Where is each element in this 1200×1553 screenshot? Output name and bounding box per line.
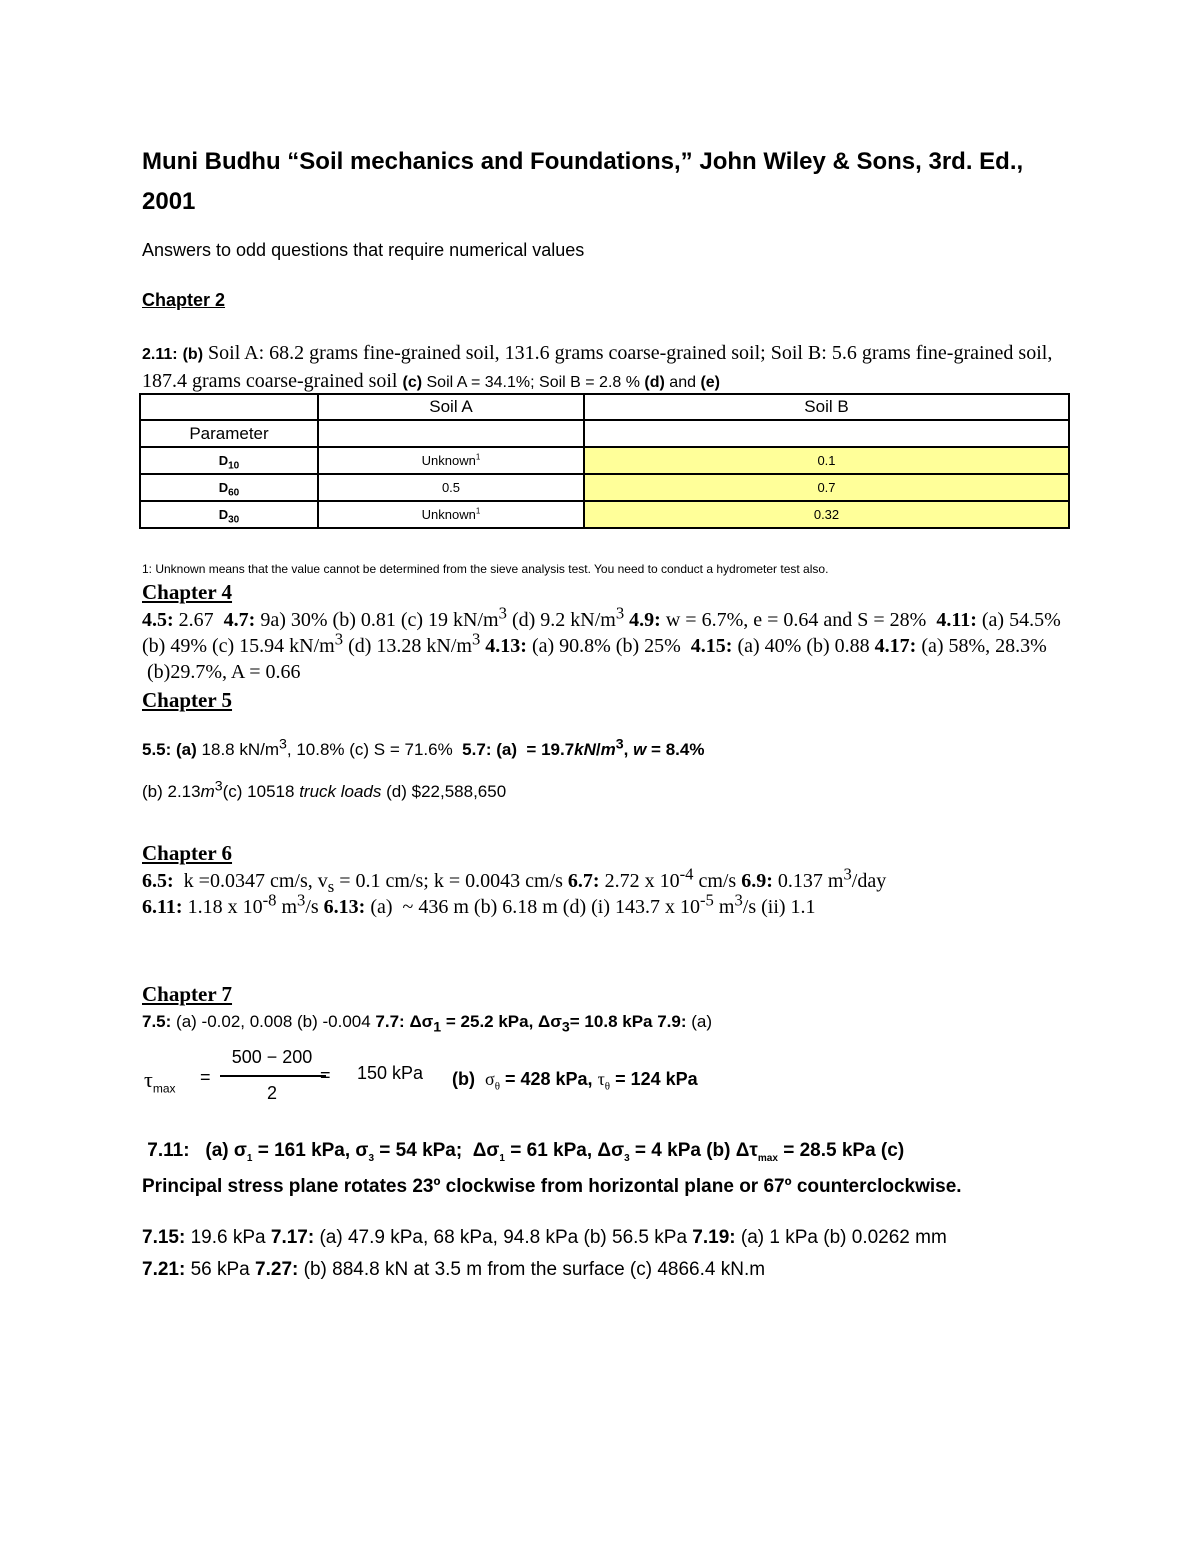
- table-row: [140, 447, 1069, 474]
- soil-a-value: Unknown$^1$: [318, 447, 584, 474]
- chapter-7-answers-7-11: 7.11: (a) $\sigma_1 = 161$ kPa, $\sigma_3 = 54$ kPa; $\Delta\sigma_1 = 61$ kPa, $\Delta\sigma_3 = 4$ kPa (b) $\Delta\tau_{max} = 28.5$ kPa (c) Principal stress plane rotates 23º clockwise from horizontal plane or 67º counterclockwise.: [142, 1140, 962, 1197]
- answer-2-11-label: 2.11:: [142, 346, 178, 363]
- table-blank-cell: [584, 420, 1069, 447]
- part-b-label: (b): [182, 346, 204, 363]
- chapter-7-answers-final: 7.15: 19.6 kPa 7.17: (a) 47.9 kPa, 68 kPa, 94.8 kPa (b) 56.5 kPa 7.19: (a) 1 kPa (b) 0.0262 mm 7.21: 56 kPa 7.27: (b) 884.8 kN at 3.5 m from the surface (c) 4866.4 kN.m: [142, 1227, 947, 1280]
- equation-value: 150 kPa: [357, 1063, 424, 1083]
- soil-b-value: 0.1: [584, 447, 1069, 474]
- equation-denominator: 2: [266, 1083, 277, 1103]
- answer-2-11-c-text: Soil A = 34.1%; Soil B = 2.8 %: [422, 374, 645, 391]
- chapter-7-9-b: (b) $\sigma_\theta = 428$ kPa, $\tau_\theta = 124$ kPa: [452, 1069, 698, 1093]
- chapter-4-heading: Chapter 4: [142, 580, 233, 604]
- chapter-6-answers: 6.5: k =0.0347 cm/s, $v_s = 0.1$ cm/s; k = 0.0043 cm/s 6.7: 2.72 x $10^{-4}$ cm/s 6.9: 0.137 $m^3$/day 6.11: 1.18 x $10^{-8}$ $m^3/s$ 6.13: (a) ~ 436 m (b) 6.18 m (d) (i) 143.7 x $10^{-5}$ $m^3/s$ (ii) 1.1: [142, 864, 887, 918]
- chapter-7-heading: Chapter 7: [142, 982, 233, 1006]
- table-row: [140, 501, 1069, 528]
- equation-numerator: 500 − 200: [231, 1047, 313, 1067]
- sieve-parameter-table: [139, 393, 1070, 529]
- parameter-name: $D_{10}$: [140, 447, 318, 474]
- tau-max-symbol: $\tau_{max}$: [144, 1067, 176, 1096]
- soil-b-value: 0.32: [584, 501, 1069, 528]
- part-e-label: (e): [700, 374, 720, 391]
- tau-max-equation: [142, 1045, 802, 1110]
- soil-b-value: 0.7: [584, 474, 1069, 501]
- table-param-row: [140, 420, 1069, 447]
- chapter-5-heading: Chapter 5: [142, 688, 233, 712]
- soil-a-value: 0.5: [318, 474, 584, 501]
- table-blank-cell: [318, 420, 584, 447]
- equals-sign: =: [320, 1065, 331, 1085]
- soil-a-value: Unknown$^1$: [318, 501, 584, 528]
- table-header-row: [140, 394, 1069, 420]
- principal-stress-note: Principal stress plane rotates 23º clockwise from horizontal plane or 67º counterclockwise.: [142, 1176, 962, 1197]
- chapter-7-answers-line-1: 7.5: (a) -0.02, 0.008 (b) -0.004 7.7: $\Delta\sigma_1 = 25.2$ kPa, $\Delta\sigma_3= 10.8$ kPa 7.9: (a): [142, 1012, 713, 1036]
- chapter-2-heading: Chapter 2: [142, 290, 226, 310]
- parameter-name: $D_{60}$: [140, 474, 318, 501]
- answer-2-11-b-text: Soil A: 68.2 grams fine-grained soil, 131.6 grams coarse-grained soil; Soil B: 5.6 grams fine-grained soil, 187.4 grams coarse-grained soil: [142, 342, 1053, 392]
- chapter-5-answers-line-1: 5.5: (a) 18.8 $kN/m^3$, 10.8% (c) S = 71.6% 5.7: $(a) = 19.7kN/m^3$, w = 8.4%: [142, 736, 705, 759]
- column-header-soil-b: Soil B: [584, 394, 1069, 420]
- document-title: Muni Budhu “Soil mechanics and Foundations,” John Wiley & Sons, 3rd. Ed., 2001: [142, 148, 1024, 215]
- parameter-name: $D_{30}$: [140, 501, 318, 528]
- chapter-4-answers: 4.5: 2.67 4.7: 9a) 30% (b) 0.81 (c) 19 $kN/m^3$ (d) 9.2 $kN/m^3$ 4.9: w = 6.7%, e = 0.64 and S = 28% 4.11: (a) 54.5% (b) 49% (c) 15.94 $kN/m^3$ (d) 13.28 $kN/m^3$ 4.13: (a) 90.8% (b) 25% 4.15: (a) 40% (b) 0.88 4.17: (a) 58%, 28.3% (b)29.7%, A = 0.66: [142, 603, 1061, 683]
- answer-2-11-de-text: and: [664, 374, 701, 391]
- table-footnote: 1: Unknown means that the value cannot be determined from the sieve analysis test. You need to conduct a hydrometer test also.: [142, 562, 829, 576]
- chapter-5-answers-line-2: (b) $2.13m^3(c)$ 10518 truck loads (d) $22,588,650: [142, 778, 507, 801]
- parameter-label: Parameter: [140, 420, 318, 447]
- chapter-6-heading: Chapter 6: [142, 841, 233, 865]
- answer-2-11: [142, 340, 1082, 396]
- column-header-soil-a: Soil A: [318, 394, 584, 420]
- equals-sign: =: [200, 1067, 211, 1087]
- part-d-label: (d): [644, 374, 665, 391]
- fraction-bar: [220, 1075, 326, 1077]
- document-subtitle: Answers to odd questions that require numerical values: [142, 240, 585, 260]
- table-row: [140, 474, 1069, 501]
- table-header-blank: [140, 394, 318, 420]
- part-c-label: (c): [402, 374, 423, 391]
